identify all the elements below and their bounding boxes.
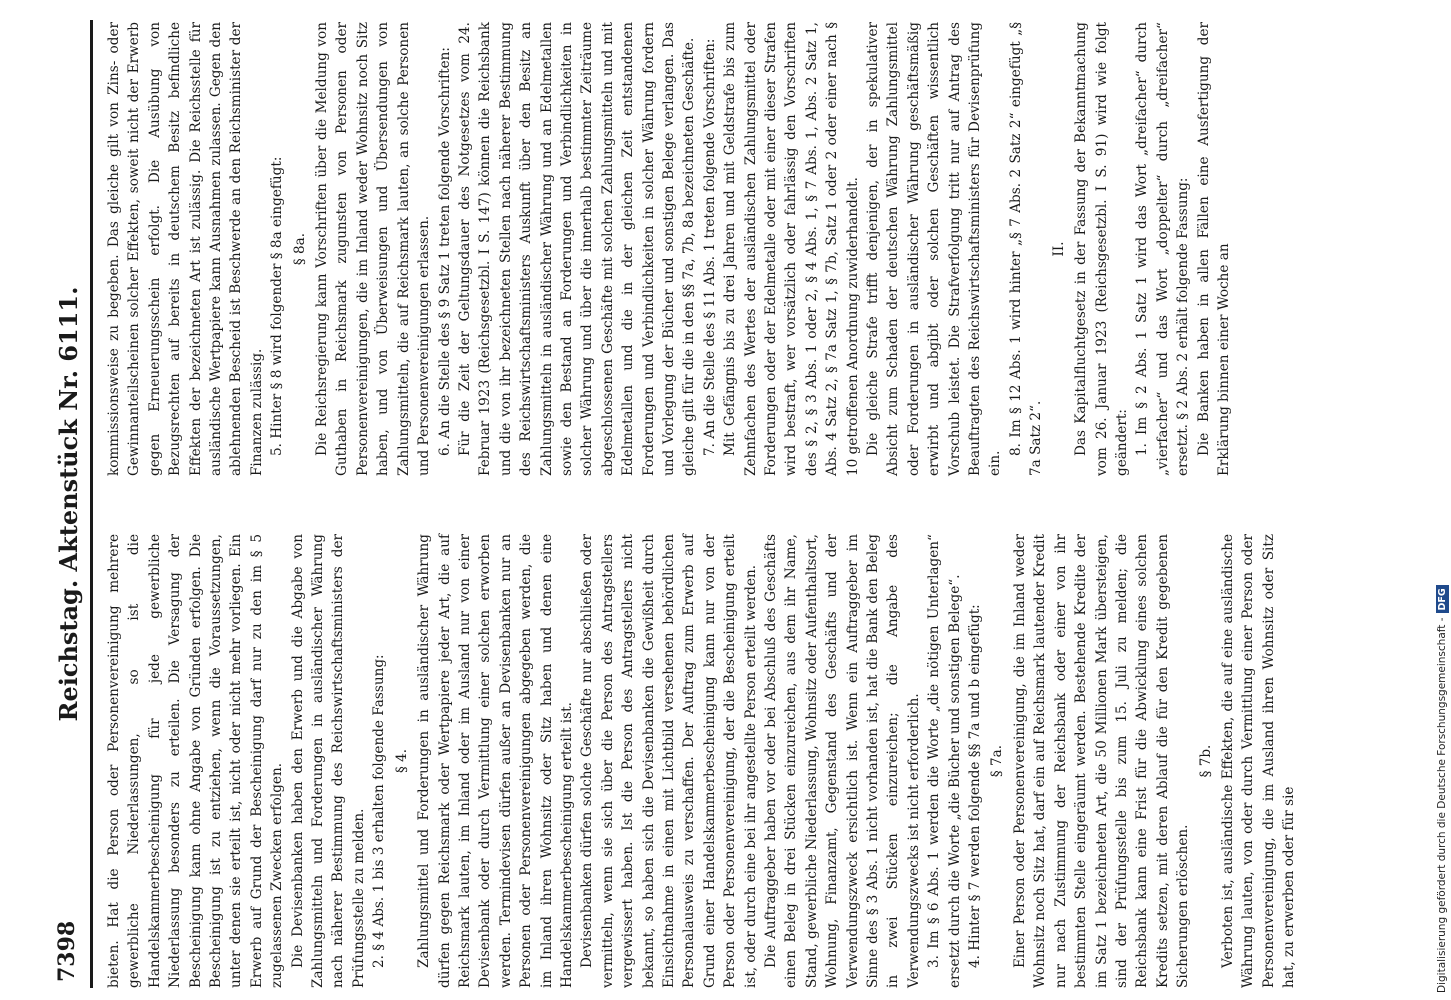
dfg-logo: DFG (1436, 585, 1449, 613)
body-paragraph: Einer Person oder Personenvereinigung, die im Inland weder Wohnsitz noch Sitz hat, darf ein auf Reichsmark lautender Kredit nur nach Zustimmung der Reichsbank oder einer von ihr bestimmten Stelle eingeräumt werden. Bestehende Kredite der im Satz 1 bezeichneten Art, die 50 Millionen Mark übersteigen, sind der Prüfungsstelle bis zum 15. Juli zu melden; die Reichsbank kann eine Frist für die Abwicklung eines solchen Kredits setzen, mit deren Ablauf die für den Kredit gegebenen Sicherungen erlöschen. (1011, 534, 1192, 988)
body-paragraph: Für die Zeit der Geltungsdauer des Notgesetzes vom 24. Februar 1923 (Reichsgesetzbl. I S. 147) können die Reichsbank und die von ihr bezeichneten Stellen nach näherer Bestimmung des Reichswirtschaftsministers Auskunft über den Besitz an Zahlungsmitteln in ausländischer Währung und an Edelmetallen sowie den Bestand an Forderungen und Verbindlichkeiten in solcher Währung und über die innerhalb bestimmter Zeiträume abgeschlossenen Geschäfte mit solchen Zahlungsmitteln und mit Edelmetallen und die in der gleichen Zeit entstandenen Forderungen und Verbindlichkeiten in solcher Währung fordern und Vorlegung der Bücher und sonstigen Belege verlangen. Das gleiche gilt für die in den §§ 7a, 7b, 8a bezeichneten Geschäfte. (456, 22, 698, 476)
body-paragraph: 1. Im § 2 Abs. 1 Satz 1 wird das Wort „dreifacher“ durch „vierfacher“ und das Wort „doppelter“ durch „dreifacher“ ersetzt. § 2 Abs. 2 erhält folgende Fassung: (1134, 22, 1192, 476)
body-paragraph: 8. Im § 12 Abs. 1 wird hinter „§ 7 Abs. 2 Satz 2“ eingefügt „§ 7a Satz 2“. (1007, 22, 1045, 476)
page-header (52, 20, 86, 988)
body-paragraph: 7. An die Stelle des § 11 Abs. 1 treten folgende Vorschriften: (701, 38, 718, 456)
body-paragraph: 3. Im § 6 Abs. 1 werden die Worte „die nötigen Unterlagen“ ersetzt durch die Worte „die Bücher und sonstigen Belege“. (926, 534, 963, 988)
body-paragraph: Die Auftraggeber haben vor oder bei Abschluß des Geschäfts einen Beleg in drei Stücken einzureichen, aus dem ihr Name, Stand, gewerbliche Niederlassung, Wohnsitz oder Aufenthaltsort, Wohnung, Finanzamt, Gegenstand des Geschäfts und der Verwendungszweck ersichtlich ist. Wenn ein Auftraggeber im Sinne des § 3 Abs. 1 nicht vorhanden ist, hat die Bank den Beleg in zwei Stücken einzureichen; die Angabe des Verwendungszwecks ist nicht erforderlich. (763, 534, 922, 988)
section-heading: § 4. (393, 748, 410, 774)
section-heading: § 7a. (989, 744, 1006, 778)
body-paragraph: bieten. Hat die Person oder Personenvereinigung mehrere gewerbliche Niederlassungen, so ist die Handelskammerbescheinigung für jede gewerbliche Niederlassung besonders zu erteilen. Die Versagung der Bescheinigung kann ohne Angabe von Gründen erfolgen. Die Bescheinigung ist zu entziehen, wenn die Voraussetzungen, unter denen sie erteilt ist, nicht oder nicht mehr vorliegen. Ein Erwerb auf Grund der Bescheinigung darf nur zu den im § 5 zugelassenen Zwecken erfolgen. (106, 534, 286, 988)
body-paragraph: Das Kapitalfluchtgesetz in der Fassung der Bekanntmachung vom 26. Januar 1923 (Reichsgesetzbl. I S. 91) wird wie folgt geändert: (1073, 22, 1130, 476)
body-paragraph: 2. § 4 Abs. 1 bis 3 erhalten folgende Fassung: (371, 654, 388, 968)
rotated-document-page (52, 20, 1397, 988)
digitization-credit (1433, 3, 1451, 993)
body-paragraph: Verboten ist, ausländische Effekten, die auf eine ausländische Währung lauten, von oder durch Vermittlung einer Person oder Personenvereinigung, die im Ausland ihren Wohnsitz oder Sitz hat, zu erwerben oder für sie (1219, 534, 1298, 988)
section-heading: § 7b. (1197, 744, 1214, 778)
page-number: 7398 (54, 920, 80, 982)
body-paragraph: 5. Hinter § 8 wird folgender § 8a eingefügt: (269, 156, 286, 456)
body-paragraph: Die Reichsregierung kann Vorschriften über die Meldung von Guthaben in Reichsmark zugunsten von Personen oder Personenvereinigungen, die im Inland weder Wohnsitz noch Sitz haben, und von Überweisungen und Übersendungen von Zahlungsmitteln, die auf Reichsmark lauten, an solche Personen und Personenvereinigungen erlassen. (314, 22, 433, 476)
body-paragraph: Zahlungsmittel und Forderungen in ausländischer Währung dürfen gegen Reichsmark oder Wertpapiere jeder Art, die auf Reichsmark lauten, im Inland oder im Ausland nur von einer Devisenbank oder durch Vermittlung einer solchen erworben werden. Termindevisen dürfen außer an Devisenbanken nur an Personen oder Personenvereinigungen abgegeben werden, die im Inland ihren Wohnsitz oder Sitz haben und denen eine Handelskammerbescheinigung erteilt ist. (416, 534, 575, 988)
body-paragraph: Devisenbanken dürfen solche Geschäfte nur abschließen oder vermitteln, wenn sie sich über die Person des Antragstellers vergewissert haben. Ist die Person des Antragstellers nicht bekannt, so haben sich die Devisenbanken die Gewißheit durch Einsichtnahme in einen mit Lichtbild versehenen behördlichen Personalausweis zu verschaffen. Der Auftrag zum Erwerb auf Grund einer Handelskammerbescheinigung kann nur von der Person oder Personenvereinigung, der die Bescheinigung erteilt ist, oder durch eine bei ihr angestellte Person erteilt werden. (579, 534, 759, 988)
body-paragraph: Die Banken haben in allen Fällen eine Ausfertigung der Erklärung binnen einer Woche an (1195, 22, 1232, 476)
header-rule (90, 20, 93, 988)
body-paragraph: 4. Hinter § 7 werden folgende §§ 7a und b eingefügt: (967, 604, 984, 968)
body-paragraph: Die gleiche Strafe trifft denjenigen, der in spekulativer Absicht zum Schaden der deutschen Währung Zahlungsmittel oder Forderungen in ausländischer Währung geschäftsmäßig erwirbt und abgibt oder solchen Geschäften wissentlich Vorschub leistet. Die Strafverfolgung tritt nur auf Antrag des Beauftragten des Reichswirtschaftsministers für Devisenprüfung ein. (865, 22, 1004, 476)
text-column-left (104, 534, 1394, 988)
section-heading: II. (1050, 241, 1067, 257)
credit-text: Digitalisierung gefördert durch die Deutsche Forschungsgemeinschaft - (1436, 617, 1448, 993)
body-paragraph: kommissionsweise zu begeben. Das gleiche gilt von Zins- oder Gewinnanteilscheinen solcher Effekten, soweit nicht der Erwerb gegen Erneuerungsschein erfolgt. Die Ausübung von Bezugsrechten auf bereits in deutschem Besitz befindliche Effekten der bezeichneten Art ist zulässig. Die Reichsstelle für ausländische Wertpapiere kann Ausnahmen zulassen. Gegen den ablehnenden Bescheid ist Beschwerde an den Reichsminister der Finanzen zulässig. (106, 22, 265, 476)
text-column-right (104, 22, 1394, 476)
section-heading: § 8a. (291, 232, 308, 266)
body-paragraph: Mit Gefängnis bis zu drei Jahren und mit Geldstrafe bis zum Zehnfachen des Wertes der ausländischen Zahlungsmittel oder Forderungen oder der Edelmetalle oder mit einer dieser Strafen wird bestraft, wer vorsätzlich oder fahrlässig den Vorschriften des § 2, § 3 Abs. 1 oder 2, § 4 Abs. 1, § 7 Abs. 1, Abs. 2 Satz 1, Abs. 4 Satz 2, § 7a Satz 1, § 7b, Satz 1 oder 2 oder einer nach § 10 getroffenen Anordnung zuwiderhandelt. (722, 22, 861, 476)
body-paragraph: Die Devisenbanken haben den Erwerb und die Abgabe von Zahlungsmitteln und Forderungen in ausländischer Währung nach näherer Bestimmung des Reichswirtschaftsministers der Prüfungsstelle zu melden. (289, 534, 367, 988)
document-title: Reichstag. Aktenstück Nr. 6111. (54, 286, 83, 722)
body-paragraph: 6. An die Stelle des § 9 Satz 1 treten folgende Vorschriften: (436, 47, 453, 456)
